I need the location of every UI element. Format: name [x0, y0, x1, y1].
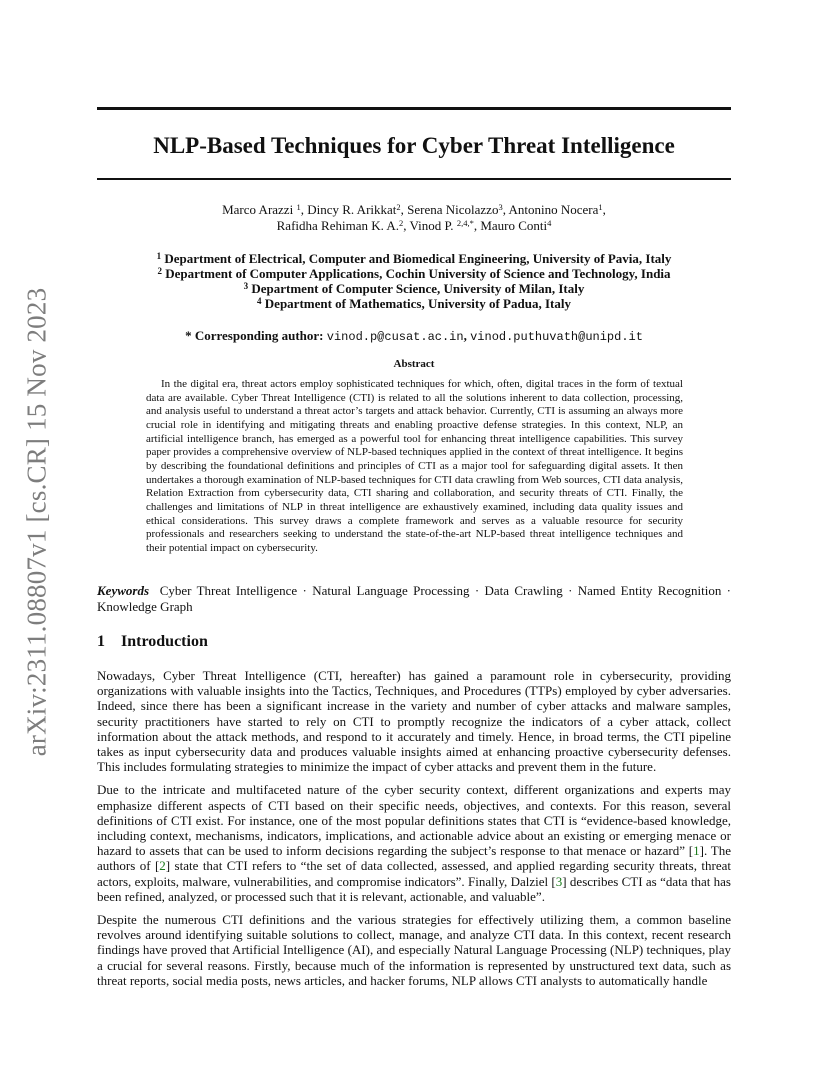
affiliation-sup: 4 — [257, 296, 262, 306]
author: Marco Arazzi — [222, 202, 294, 217]
author: Dincy R. Arikkat — [307, 202, 397, 217]
author-sup: 2 — [396, 202, 401, 212]
abstract-text: In the digital era, threat actors employ sophisticated techniques for which, often, digital traces in the form of textual data are available. Cyber Threat Intelligence (CTI) is related to all the solutions inherent to data collection, processing, and analysis useful to understand a threat actor’s targets and attack behavior. Currently, CTI is assuming an always more crucial role in identifying and mitigating threats and enabling proactive defense strategies. In this context, NLP, an artificial intelligence branch, has emerged as a powerful tool for enhancing threat intelligence capabilities. This survey paper provides a comprehensive overview of NLP-based techniques applied in the context of threat intelligence. It begins by describing the foundational definitions and principles of CTI as a major tool for safeguarding digital assets. It then undertakes a thorough examination of NLP-based techniques for CTI data crawling from Web sources, CTI data analysis, Relation Extraction from cybersecurity data, CTI sharing and collaboration, and security threats of CTI. Finally, the challenges and limitations of NLP in threat intelligence are exhaustively examined, including data quality issues and ethical considerations. This survey draws a complete framework and serves as a valuable resource for security professionals and researchers seeking to understand the state-of-the-art NLP-based threat intelligence techniques and their potential impact on cybersecurity. — [146, 378, 683, 554]
title-rule-top — [97, 107, 731, 110]
author-list: Marco Arazzi $^1$, Dincy R. Arikkat$^2$, Serena Nicolazzo$^3$, Antonino Nocera$^1$, Rafidha Rehiman K. A.$^2$, Vinod P. $^{2,4,*}$, Mauro Conti$^4$ — [222, 202, 606, 233]
abstract-heading: Abstract — [393, 358, 435, 370]
affiliation — [97, 266, 731, 281]
section-number: 1 — [97, 633, 105, 650]
affiliation — [97, 251, 731, 266]
citation-link[interactable]: 1 — [693, 843, 700, 859]
author: Vinod P. — [409, 218, 454, 233]
paragraph: Nowadays, Cyber Threat Intelligence (CTI, hereafter) has gained a paramount role in cybersecurity, providing organizations with valuable insights into the Tactics, Techniques, and Procedures (TTPs) employed by cyber adversaries. Indeed, since there has been a significant increase in the variety and number of cyber attacks and malware samples, security practitioners have started to rely on CTI to promptly recognize the indicators of a cyber attack, collect information about the attack methods, and respond to it accurately and timely. Hence, in broad terms, the CTI pipeline takes as input cybersecurity data and produces valuable insights aimed at enhancing proactive cybersecurity defenses. This includes formulating strategies to minimize the impact of cyber attacks and prevent them in the future. — [97, 668, 731, 775]
paragraph: Despite the numerous CTI definitions and the various strategies for effectively utilizing them, a common baseline revolves around identifying suitable solutions to collect, manage, and analyze CTI data. In this context, recent research findings have proved that Artificial Intelligence (AI), and especially Natural Language Processing (NLP) techniques, play a crucial for several reasons. Firstly, because much of the information is represented by unstructured text data, such as threat reports, social media posts, news articles, and hacker forums, NLP allows CTI analysts to automatically handle — [97, 912, 731, 988]
author: Serena Nicolazzo — [407, 202, 499, 217]
title-rule-bottom — [97, 178, 731, 180]
paragraph-text: ] state that CTI refers to “the set of data collected, assessed, and applied regarding security threats, threat actors, exploits, malware, vulnerabilities, and compromise indicators”. Finally, Dalziel [ — [97, 858, 731, 889]
arxiv-stamp — [22, 282, 52, 762]
author-sup: 2 — [399, 218, 404, 228]
affiliation-text: Department of Mathematics, University of Padua, Italy — [264, 296, 571, 311]
body-text — [97, 668, 731, 996]
paragraph-text: ]. The authors of [ — [97, 843, 731, 874]
affiliation — [97, 296, 731, 311]
keywords-label: Keywords — [97, 583, 149, 598]
corresponding-author — [97, 328, 731, 345]
paragraph-text: ] describes CTI as “data that has been refined, analyzed, or processed such that it is relevant, actionable, and valuable”. — [97, 873, 731, 904]
affiliation — [97, 281, 731, 296]
email-link-2[interactable]: vinod.puthuvath@unipd.it — [470, 330, 643, 344]
citation-link[interactable]: 3 — [555, 873, 563, 889]
affiliation-text: Department of Electrical, Computer and Biomedical Engineering, University of Pavia, Italy — [164, 251, 672, 266]
arxiv-stamp-text: arXiv:2311.08807v1 [cs.CR] 15 Nov 2023 — [21, 287, 52, 757]
corresponding-label: * Corresponding author: — [185, 328, 324, 343]
email-separator: , — [463, 328, 467, 343]
author: Rafidha Rehiman K. A. — [276, 218, 400, 233]
author-sup: 3 — [498, 202, 503, 212]
affiliation-sup: 1 — [156, 251, 162, 261]
author-sup: 4 — [547, 218, 552, 228]
author-sup: 2,4,* — [456, 218, 474, 228]
paper-title: NLP-Based Techniques for Cyber Threat Intelligence — [153, 133, 675, 158]
author-sup: 1 — [598, 202, 603, 212]
paragraph — [97, 782, 731, 904]
affiliation-text: Department of Computer Science, University of Milan, Italy — [251, 281, 585, 296]
keywords-list: Cyber Threat Intelligence · Natural Language Processing · Data Crawling · Named Entity Recognition · Knowledge Graph — [97, 583, 732, 614]
author-sup: 1 — [296, 202, 301, 212]
citation-link[interactable]: 2 — [159, 858, 166, 874]
email-link-1[interactable]: vinod.p@cusat.ac.in — [326, 330, 464, 344]
affiliation-sup: 2 — [157, 266, 162, 276]
paragraph-text: Due to the intricate and multifaceted nature of the cyber security context, different organizations and experts may emphasize different aspects of CTI based on their specific needs, objectives, and contexts. For this reason, several definitions of CTI exist. For instance, one of the most popular definitions states that CTI is “evidence-based knowledge, including context, mechanisms, indicators, implications, and actionable advice about an existing or emerging menace or hazard to assets that can be used to inform decisions regarding the subject’s response to that menace or hazard” [ — [97, 782, 731, 859]
author: Antonino Nocera — [508, 202, 599, 217]
affiliation-list — [97, 251, 731, 311]
keywords — [97, 583, 731, 614]
section-title: Introduction — [121, 633, 208, 650]
affiliation-text: Department of Computer Applications, Cochin University of Science and Technology, India — [165, 266, 671, 281]
author: Mauro Conti — [480, 218, 548, 233]
section-heading — [97, 632, 208, 652]
affiliation-sup: 3 — [243, 281, 249, 291]
